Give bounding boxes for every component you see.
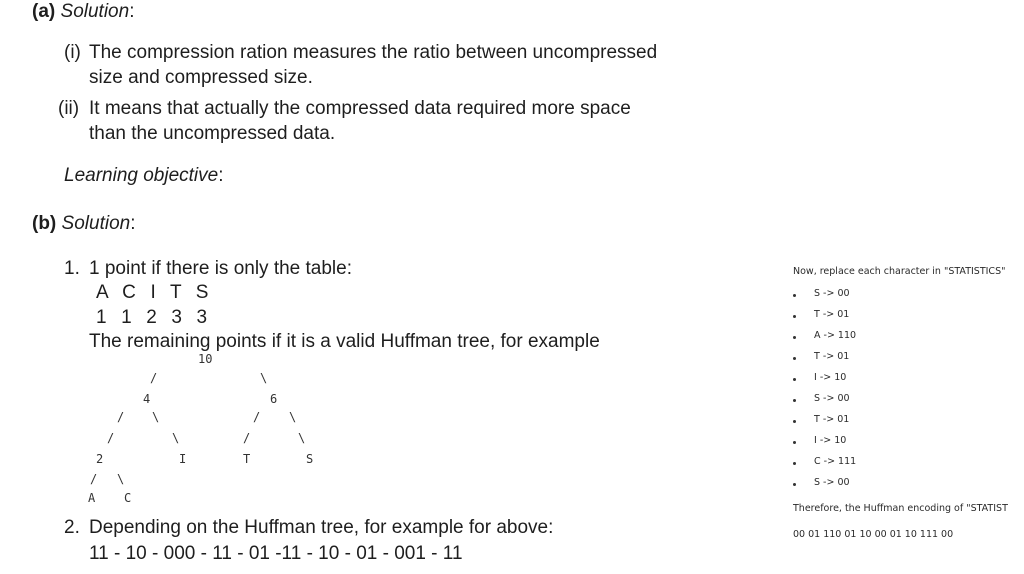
item1-number: 1. [64, 258, 80, 279]
tree-edge: / [90, 472, 98, 486]
tree-edge: / [117, 410, 125, 424]
part-b-heading: Solution [61, 213, 131, 234]
learning-objective [64, 164, 224, 188]
bullet-icon [793, 336, 796, 339]
part-a-colon: : [129, 1, 135, 22]
tree-node-6: 6 [270, 392, 278, 406]
bullet-icon [793, 483, 796, 486]
part-a-i-line1: The compression ration measures the ratio between uncompressed [89, 42, 658, 63]
bullet-icon [793, 462, 796, 465]
mapping-item: T -> 01 [814, 351, 850, 362]
bullet-icon [793, 441, 796, 444]
tree-edge: \ [260, 371, 268, 385]
bullet-icon [793, 315, 796, 318]
excerpt-intro: Now, replace each character in "STATISTICS" [793, 266, 1006, 277]
encoding-excerpt [770, 260, 1024, 550]
tree-leaf-c: C [124, 491, 132, 505]
table-counts: 1 1 2 3 3 [96, 307, 208, 328]
tree-edge: / [253, 410, 261, 424]
item1-more: The remaining points if it is a valid Huffman tree, for example [89, 331, 600, 352]
tree-edge: \ [172, 431, 180, 445]
part-a-ii-number: (ii) [58, 98, 80, 119]
tree-root: 10 [198, 352, 213, 366]
table-letters: A C I T S [96, 282, 209, 303]
learning-objective-colon: : [218, 165, 224, 186]
bullet-icon [793, 294, 796, 297]
bullet-icon [793, 378, 796, 381]
part-a-ii-line1: It means that actually the compressed data required more space [89, 98, 631, 119]
tree-node-4: 4 [143, 392, 151, 406]
part-a-i-number: (i) [64, 42, 81, 63]
tree-edge: / [243, 431, 251, 445]
part-a-header [32, 0, 134, 24]
mapping-item: S -> 00 [814, 288, 850, 299]
tree-edge: \ [298, 431, 306, 445]
tree-leaf-i: I [179, 452, 187, 466]
part-b-colon: : [130, 213, 136, 234]
mapping-item: S -> 00 [814, 393, 850, 404]
item1-text: 1 point if there is only the table: [89, 258, 352, 279]
tree-edge: \ [289, 410, 297, 424]
excerpt-encoding: 00 01 110 01 10 00 01 10 111 00 [793, 529, 954, 540]
mapping-item: C -> 111 [814, 456, 857, 467]
part-a-label: (a) [32, 1, 56, 22]
mapping-item: I -> 10 [814, 435, 847, 446]
bullet-icon [793, 399, 796, 402]
tree-node-2: 2 [96, 452, 104, 466]
part-a-i-line2: size and compressed size. [89, 67, 313, 88]
mapping-item: T -> 01 [814, 309, 850, 320]
tree-edge: \ [152, 410, 160, 424]
bullet-icon [793, 357, 796, 360]
item2-code: 11 - 10 - 000 - 11 - 01 -11 - 10 - 01 - 001 - 11 [89, 543, 463, 564]
tree-leaf-s: S [306, 452, 314, 466]
part-b-header [32, 212, 136, 236]
bullet-icon [793, 420, 796, 423]
learning-objective-label: Learning objective [64, 165, 219, 186]
mapping-item: A -> 110 [814, 330, 857, 341]
tree-leaf-a: A [88, 491, 96, 505]
excerpt-conclusion: Therefore, the Huffman encoding of "STATIST [793, 503, 1008, 514]
tree-edge: \ [117, 472, 125, 486]
tree-edge: / [107, 431, 115, 445]
mapping-item: S -> 00 [814, 477, 850, 488]
part-b-label: (b) [32, 213, 57, 234]
tree-edge: / [150, 371, 158, 385]
part-a-ii-line2: than the uncompressed data. [89, 123, 336, 144]
part-a-heading: Solution [60, 1, 130, 22]
item2-number: 2. [64, 517, 80, 538]
mapping-item: T -> 01 [814, 414, 850, 425]
mapping-item: I -> 10 [814, 372, 847, 383]
item2-text: Depending on the Huffman tree, for example for above: [89, 517, 554, 538]
tree-leaf-t: T [243, 452, 251, 466]
